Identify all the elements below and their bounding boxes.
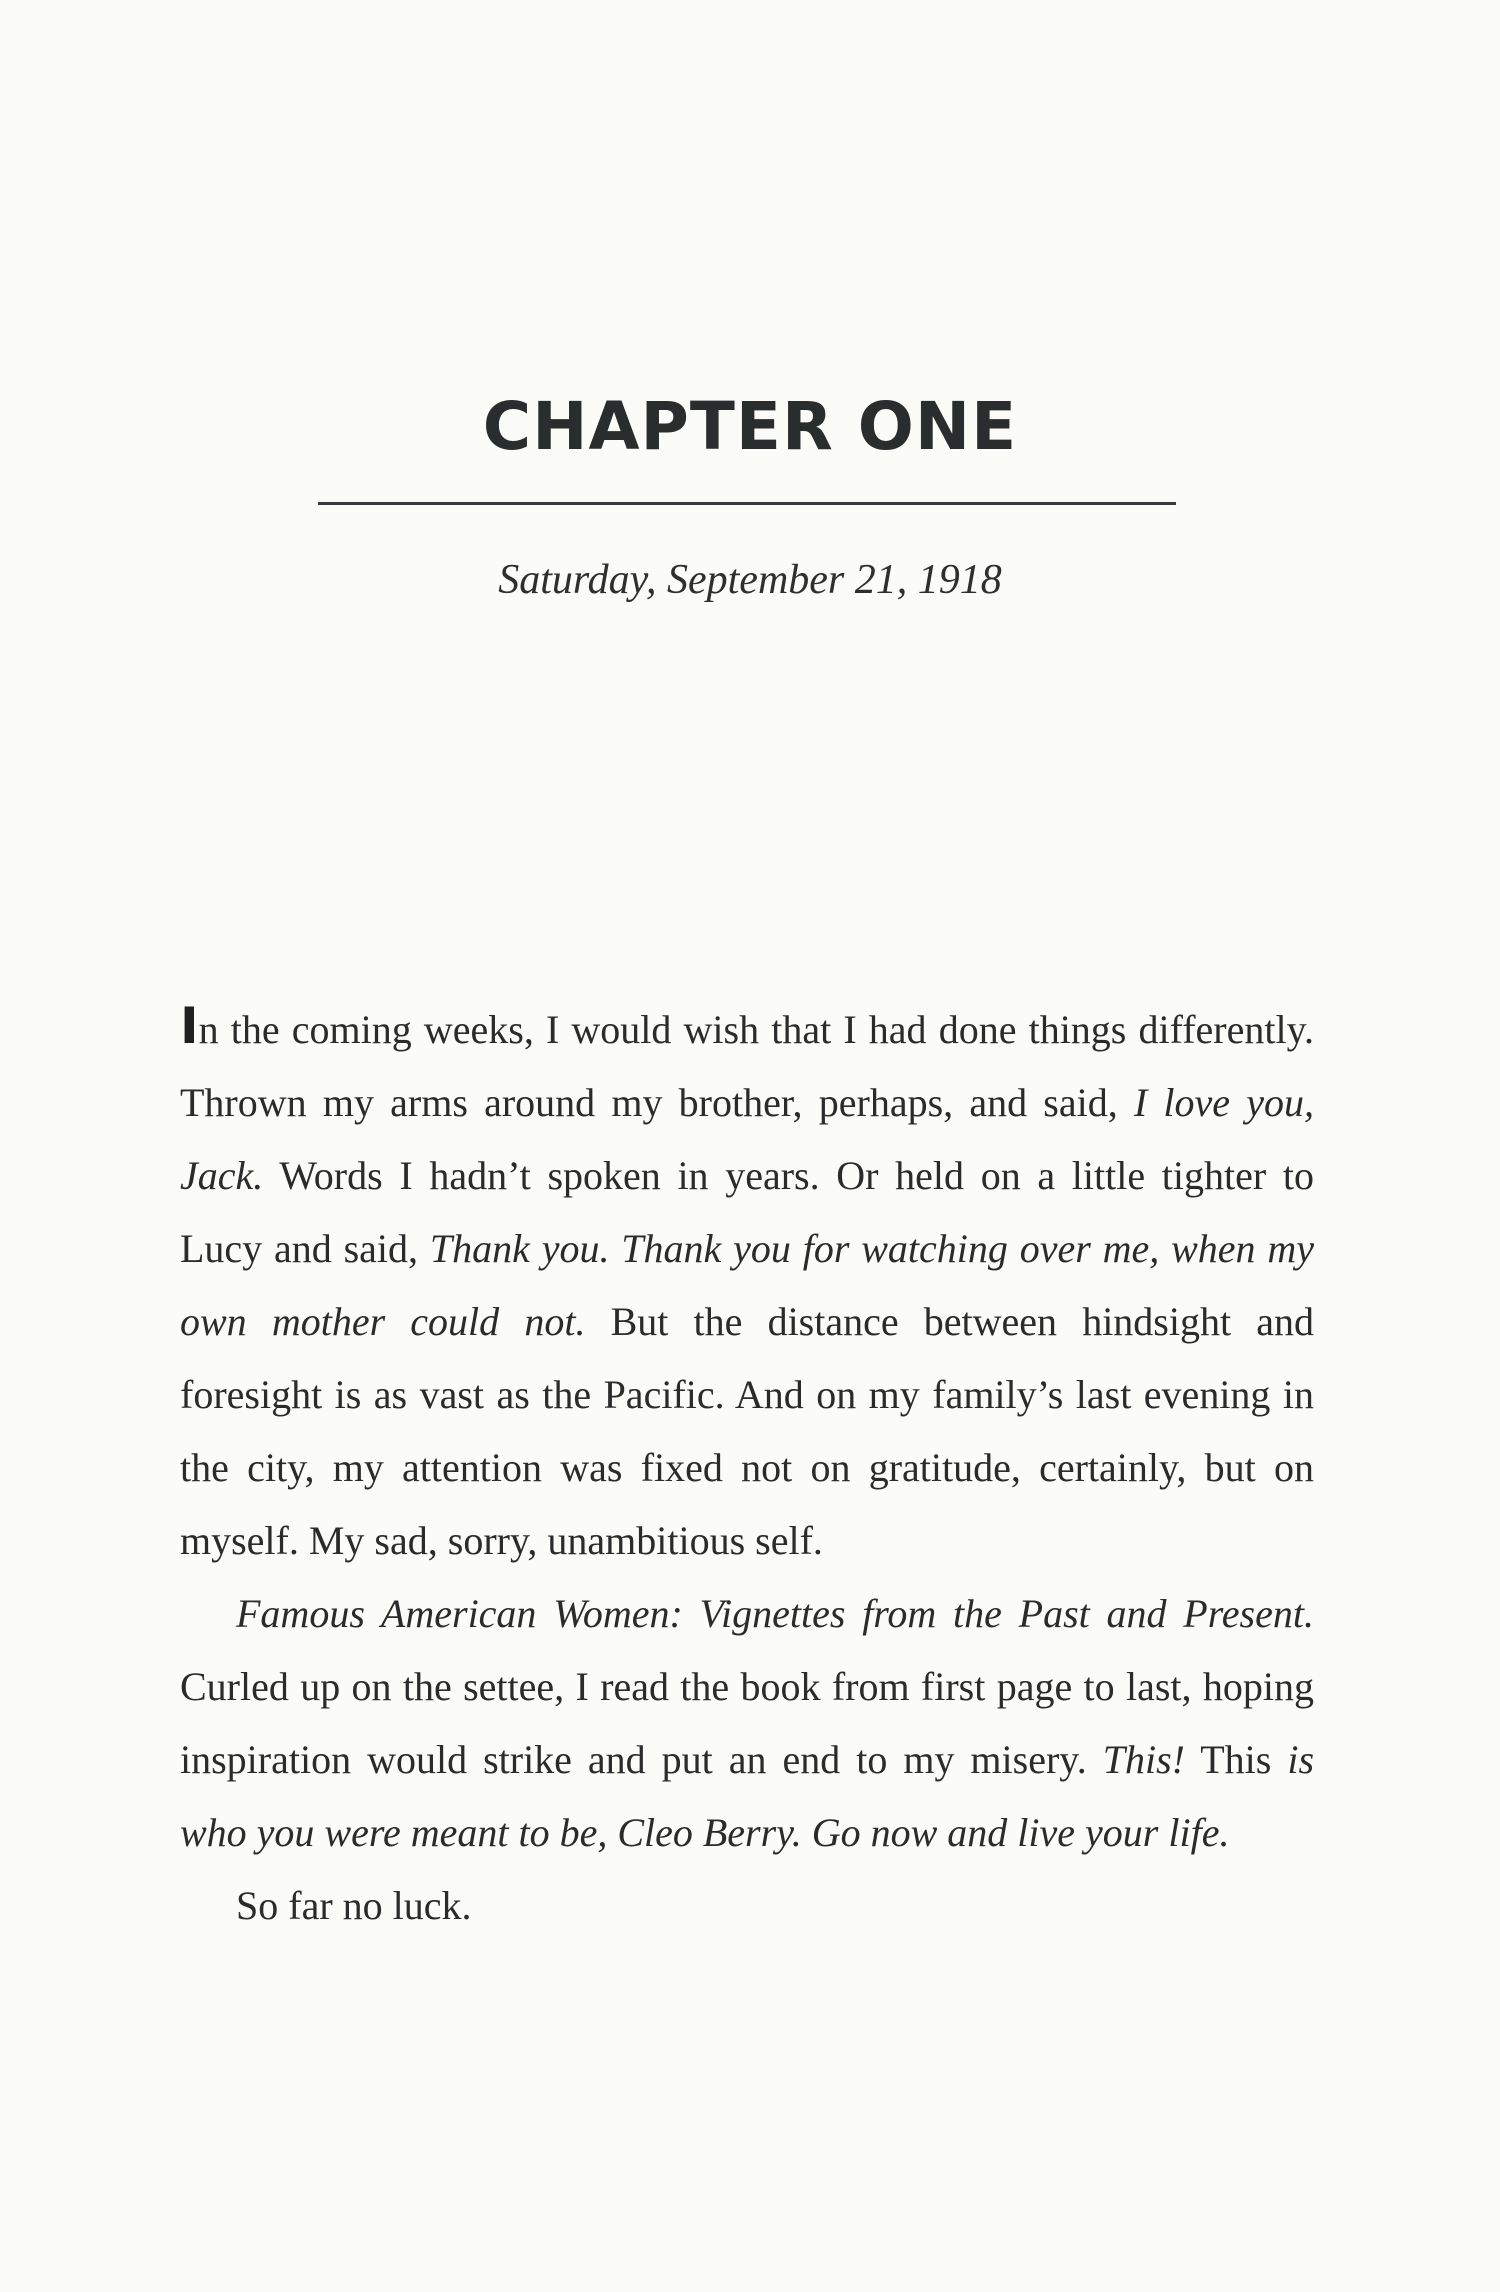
paragraph-3 [180, 1869, 1314, 1942]
paragraph-1-italic-run: I love you, Jack. [180, 1080, 1315, 1198]
paragraph-2 [180, 1577, 1314, 1869]
paragraph-2-run: This [1184, 1737, 1288, 1782]
paragraph-1-run: Words I hadn’t spoken in years. Or held on a little tighter to Lucy and said, [180, 1153, 1314, 1271]
paragraph-1-run: But the distance between hindsight and foresight is as vast as the Pacific. And on my family’s last evening in the city, my attention was fixed not on gratitude, certainly, but on myself. My sad, sorry, unambitious self. [180, 1299, 1315, 1563]
paragraph-1 [180, 990, 1314, 1577]
paragraph-2-italic-run: is who you were meant to be, Cleo Berry. Go now and live your life. [180, 1737, 1315, 1855]
paragraph-2-run: Curled up on the settee, I read the book from first page to last, hoping inspiration would strike and put an end to my misery. [180, 1664, 1314, 1782]
chapter-title: CHAPTER ONE [482, 388, 1018, 465]
book-title-italic: Famous American Women: Vignettes from the Past and Present. [236, 1591, 1314, 1636]
paragraph-1-italic-run: Thank you. Thank you for watching over me, when my own mother could not. [180, 1226, 1314, 1344]
paragraph-2-italic-run: This! [1102, 1737, 1185, 1782]
paragraph-3-run: So far no luck. [236, 1883, 472, 1928]
paragraph-1-run: n the coming weeks, I would wish that I had done things differently. Thrown my arms around my brother, perhaps, and said, [180, 1007, 1314, 1125]
chapter-body [180, 990, 1314, 1942]
chapter-title-rule [318, 502, 1176, 505]
drop-cap-letter: I [180, 997, 199, 1055]
chapter-date: Saturday, September 21, 1918 [498, 557, 1002, 603]
